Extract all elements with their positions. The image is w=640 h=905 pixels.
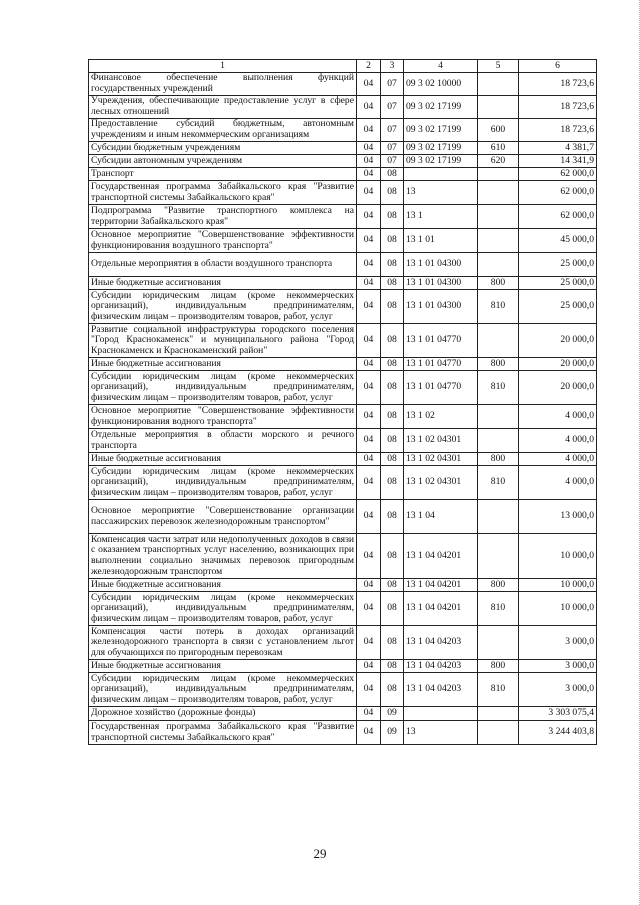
row-vr <box>478 500 519 534</box>
row-razdel: 04 <box>357 453 381 466</box>
row-razdel: 04 <box>357 73 381 96</box>
row-vr <box>478 73 519 96</box>
table-row <box>89 371 597 405</box>
row-vr <box>478 253 519 277</box>
row-vr: 810 <box>478 371 519 405</box>
row-razdel: 04 <box>357 324 381 358</box>
row-csr <box>404 707 478 721</box>
row-name: Иные бюджетные ассигнования <box>89 453 357 466</box>
row-vr <box>478 324 519 358</box>
row-vr <box>478 96 519 119</box>
row-name: Учреждения, обеспечивающие предоставление услуг в сфере лесных отношений <box>89 96 357 119</box>
row-razdel: 04 <box>357 673 381 707</box>
row-podrazdel: 07 <box>381 119 404 142</box>
row-csr: 13 <box>404 721 478 745</box>
row-razdel: 04 <box>357 155 381 168</box>
row-name: Иные бюджетные ассигнования <box>89 579 357 592</box>
row-podrazdel: 08 <box>381 324 404 358</box>
row-vr <box>478 181 519 205</box>
row-vr: 620 <box>478 155 519 168</box>
row-csr: 09 3 02 17199 <box>404 119 478 142</box>
row-csr: 13 1 04 04201 <box>404 592 478 626</box>
row-csr: 13 1 02 04301 <box>404 453 478 466</box>
row-csr: 13 1 04 04201 <box>404 534 478 579</box>
row-razdel: 04 <box>357 290 381 324</box>
header-row <box>89 60 597 73</box>
col-header-1: 1 <box>89 60 357 73</box>
row-podrazdel: 08 <box>381 229 404 253</box>
row-sum: 62 000,0 <box>519 205 597 229</box>
row-vr: 810 <box>478 466 519 500</box>
row-podrazdel: 08 <box>381 592 404 626</box>
row-sum: 18 723,6 <box>519 73 597 96</box>
row-podrazdel: 09 <box>381 721 404 745</box>
row-podrazdel: 08 <box>381 405 404 429</box>
row-name: Иные бюджетные ассигнования <box>89 277 357 290</box>
row-name: Основное мероприятие "Совершенствование эффективности функционирования воздушного транспорта" <box>89 229 357 253</box>
row-podrazdel: 08 <box>381 660 404 673</box>
table-row <box>89 142 597 155</box>
row-podrazdel: 08 <box>381 579 404 592</box>
row-name: Основное мероприятие "Совершенствование организации пассажирских перевозок железнодорожным транспортом" <box>89 500 357 534</box>
table-row <box>89 707 597 721</box>
table-row <box>89 205 597 229</box>
row-name: Субсидии юридическим лицам (кроме некоммерческих организаций), индивидуальным предпринимателям, физическим лицам – производителям товаров, работ, услуг <box>89 673 357 707</box>
row-podrazdel: 08 <box>381 429 404 453</box>
row-razdel: 04 <box>357 229 381 253</box>
row-podrazdel: 09 <box>381 707 404 721</box>
row-razdel: 04 <box>357 721 381 745</box>
row-vr: 600 <box>478 119 519 142</box>
row-name: Субсидии юридическим лицам (кроме некоммерческих организаций), индивидуальным предпринимателям, физическим лицам – производителям товаров, работ, услуг <box>89 371 357 405</box>
row-razdel: 04 <box>357 405 381 429</box>
row-razdel: 04 <box>357 142 381 155</box>
row-name: Иные бюджетные ассигнования <box>89 358 357 371</box>
row-csr: 09 3 02 17199 <box>404 96 478 119</box>
table-row <box>89 592 597 626</box>
table-row <box>89 453 597 466</box>
row-csr: 09 3 02 17199 <box>404 142 478 155</box>
row-csr: 13 1 01 04300 <box>404 253 478 277</box>
row-sum: 4 381,7 <box>519 142 597 155</box>
row-csr: 13 1 01 04300 <box>404 277 478 290</box>
row-sum: 3 303 075,4 <box>519 707 597 721</box>
row-sum: 10 000,0 <box>519 579 597 592</box>
row-razdel: 04 <box>357 579 381 592</box>
row-vr: 800 <box>478 660 519 673</box>
row-name: Финансовое обеспечение выполнения функций государственных учреждений <box>89 73 357 96</box>
row-razdel: 04 <box>357 592 381 626</box>
row-csr: 13 1 <box>404 205 478 229</box>
row-name: Отдельные мероприятия в области морского и речного транспорта <box>89 429 357 453</box>
row-podrazdel: 08 <box>381 466 404 500</box>
row-vr: 810 <box>478 290 519 324</box>
row-csr: 13 1 02 04301 <box>404 466 478 500</box>
col-header-2: 2 <box>357 60 381 73</box>
row-csr: 13 1 04 04203 <box>404 626 478 660</box>
row-name: Предоставление субсидий бюджетным, автономным учреждениям и иным некоммерческим организациям <box>89 119 357 142</box>
table-row <box>89 155 597 168</box>
row-csr: 13 1 01 04770 <box>404 371 478 405</box>
row-podrazdel: 08 <box>381 290 404 324</box>
row-vr: 610 <box>478 142 519 155</box>
row-name: Субсидии юридическим лицам (кроме некоммерческих организаций), индивидуальным предпринимателям, физическим лицам – производителям товаров, работ, услуг <box>89 290 357 324</box>
table-row <box>89 73 597 96</box>
row-name: Компенсация части потерь в доходах организаций железнодорожного транспорта в связи с установлением льгот для обучающихся по пригородным перевозкам <box>89 626 357 660</box>
row-podrazdel: 08 <box>381 453 404 466</box>
row-razdel: 04 <box>357 358 381 371</box>
row-podrazdel: 07 <box>381 96 404 119</box>
row-razdel: 04 <box>357 277 381 290</box>
row-razdel: 04 <box>357 660 381 673</box>
row-sum: 20 000,0 <box>519 371 597 405</box>
row-csr: 13 1 01 04770 <box>404 324 478 358</box>
row-csr: 13 1 01 04770 <box>404 358 478 371</box>
row-name: Иные бюджетные ассигнования <box>89 660 357 673</box>
row-podrazdel: 08 <box>381 500 404 534</box>
row-vr: 800 <box>478 277 519 290</box>
row-podrazdel: 08 <box>381 181 404 205</box>
page-number: 29 <box>313 846 327 861</box>
row-name: Дорожное хозяйство (дорожные фонды) <box>89 707 357 721</box>
row-name: Основное мероприятие "Совершенствование эффективности функционирования водного транспорта" <box>89 405 357 429</box>
row-podrazdel: 08 <box>381 205 404 229</box>
row-vr: 810 <box>478 673 519 707</box>
row-podrazdel: 08 <box>381 534 404 579</box>
row-sum: 3 244 403,8 <box>519 721 597 745</box>
budget-table <box>88 59 597 745</box>
row-vr <box>478 721 519 745</box>
row-podrazdel: 07 <box>381 142 404 155</box>
table-row <box>89 500 597 534</box>
row-podrazdel: 07 <box>381 155 404 168</box>
table-row <box>89 405 597 429</box>
row-sum: 20 000,0 <box>519 358 597 371</box>
table-row <box>89 626 597 660</box>
row-razdel: 04 <box>357 119 381 142</box>
row-podrazdel: 08 <box>381 168 404 181</box>
col-header-5: 5 <box>478 60 519 73</box>
row-podrazdel: 07 <box>381 73 404 96</box>
row-csr: 13 <box>404 181 478 205</box>
row-vr <box>478 429 519 453</box>
row-sum: 10 000,0 <box>519 592 597 626</box>
table-row <box>89 168 597 181</box>
row-name: Развитие социальной инфраструктуры городского поселения "Город Краснокаменск" и муниципального района "Город Краснокаменск и Краснокаменский район" <box>89 324 357 358</box>
row-name: Субсидии бюджетным учреждениям <box>89 142 357 155</box>
row-csr: 13 1 02 <box>404 405 478 429</box>
row-razdel: 04 <box>357 500 381 534</box>
row-razdel: 04 <box>357 534 381 579</box>
row-sum: 4 000,0 <box>519 429 597 453</box>
row-razdel: 04 <box>357 371 381 405</box>
row-sum: 45 000,0 <box>519 229 597 253</box>
row-sum: 3 000,0 <box>519 660 597 673</box>
row-vr <box>478 405 519 429</box>
row-razdel: 04 <box>357 181 381 205</box>
row-sum: 18 723,6 <box>519 96 597 119</box>
row-sum: 25 000,0 <box>519 290 597 324</box>
col-header-4: 4 <box>404 60 478 73</box>
table-row <box>89 579 597 592</box>
row-razdel: 04 <box>357 626 381 660</box>
row-podrazdel: 08 <box>381 277 404 290</box>
row-sum: 20 000,0 <box>519 324 597 358</box>
row-name: Отдельные мероприятия в области воздушного транспорта <box>89 253 357 277</box>
row-vr <box>478 205 519 229</box>
row-razdel: 04 <box>357 96 381 119</box>
row-csr: 13 1 04 04203 <box>404 673 478 707</box>
row-vr <box>478 229 519 253</box>
row-csr: 13 1 04 <box>404 500 478 534</box>
table-row <box>89 277 597 290</box>
col-header-6: 6 <box>519 60 597 73</box>
table-row <box>89 324 597 358</box>
table-row <box>89 721 597 745</box>
row-sum: 25 000,0 <box>519 253 597 277</box>
row-razdel: 04 <box>357 466 381 500</box>
row-podrazdel: 08 <box>381 626 404 660</box>
table-row <box>89 96 597 119</box>
row-vr: 810 <box>478 592 519 626</box>
row-csr: 13 1 01 04300 <box>404 290 478 324</box>
row-name: Субсидии автономным учреждениям <box>89 155 357 168</box>
row-sum: 4 000,0 <box>519 405 597 429</box>
row-sum: 3 000,0 <box>519 626 597 660</box>
row-csr: 13 1 04 04201 <box>404 579 478 592</box>
row-podrazdel: 08 <box>381 371 404 405</box>
row-sum: 18 723,6 <box>519 119 597 142</box>
row-razdel: 04 <box>357 205 381 229</box>
col-header-3: 3 <box>381 60 404 73</box>
row-name: Подпрограмма "Развитие транспортного комплекса на территории Забайкальского края" <box>89 205 357 229</box>
row-name: Субсидии юридическим лицам (кроме некоммерческих организаций), индивидуальным предпринимателям, физическим лицам – производителям товаров, работ, услуг <box>89 592 357 626</box>
row-sum: 13 000,0 <box>519 500 597 534</box>
table-row <box>89 253 597 277</box>
row-vr: 800 <box>478 579 519 592</box>
table-body <box>89 73 597 745</box>
table-row <box>89 466 597 500</box>
row-csr: 13 1 02 04301 <box>404 429 478 453</box>
row-razdel: 04 <box>357 707 381 721</box>
table-row <box>89 181 597 205</box>
row-vr <box>478 626 519 660</box>
table-row <box>89 358 597 371</box>
row-sum: 4 000,0 <box>519 453 597 466</box>
row-razdel: 04 <box>357 253 381 277</box>
table-row <box>89 229 597 253</box>
row-sum: 14 341,9 <box>519 155 597 168</box>
row-vr <box>478 707 519 721</box>
row-vr <box>478 534 519 579</box>
row-vr: 800 <box>478 453 519 466</box>
row-sum: 25 000,0 <box>519 277 597 290</box>
table-row <box>89 429 597 453</box>
table-row <box>89 673 597 707</box>
row-name: Государственная программа Забайкальского края "Развитие транспортной системы Забайкальского края" <box>89 181 357 205</box>
row-name: Компенсация части затрат или недополученных доходов в связи с оказанием транспортных услуг населению, возникающих при выполнении социально значимых перевозок пригородным железнодорожным транспортом <box>89 534 357 579</box>
row-razdel: 04 <box>357 168 381 181</box>
table-row <box>89 119 597 142</box>
row-vr <box>478 168 519 181</box>
row-sum: 3 000,0 <box>519 673 597 707</box>
row-sum: 62 000,0 <box>519 168 597 181</box>
row-sum: 62 000,0 <box>519 181 597 205</box>
row-podrazdel: 08 <box>381 358 404 371</box>
row-csr <box>404 168 478 181</box>
row-name: Субсидии юридическим лицам (кроме некоммерческих организаций), индивидуальным предпринимателям, физическим лицам – производителям товаров, работ, услуг <box>89 466 357 500</box>
table-row <box>89 534 597 579</box>
row-podrazdel: 08 <box>381 673 404 707</box>
row-csr: 09 3 02 17199 <box>404 155 478 168</box>
row-sum: 4 000,0 <box>519 466 597 500</box>
row-csr: 09 3 02 10000 <box>404 73 478 96</box>
row-name: Транспорт <box>89 168 357 181</box>
row-csr: 13 1 04 04203 <box>404 660 478 673</box>
row-podrazdel: 08 <box>381 253 404 277</box>
table-row <box>89 660 597 673</box>
row-csr: 13 1 01 <box>404 229 478 253</box>
row-vr: 800 <box>478 358 519 371</box>
table-row <box>89 290 597 324</box>
row-razdel: 04 <box>357 429 381 453</box>
row-sum: 10 000,0 <box>519 534 597 579</box>
row-name: Государственная программа Забайкальского края "Развитие транспортной системы Забайкальского края" <box>89 721 357 745</box>
